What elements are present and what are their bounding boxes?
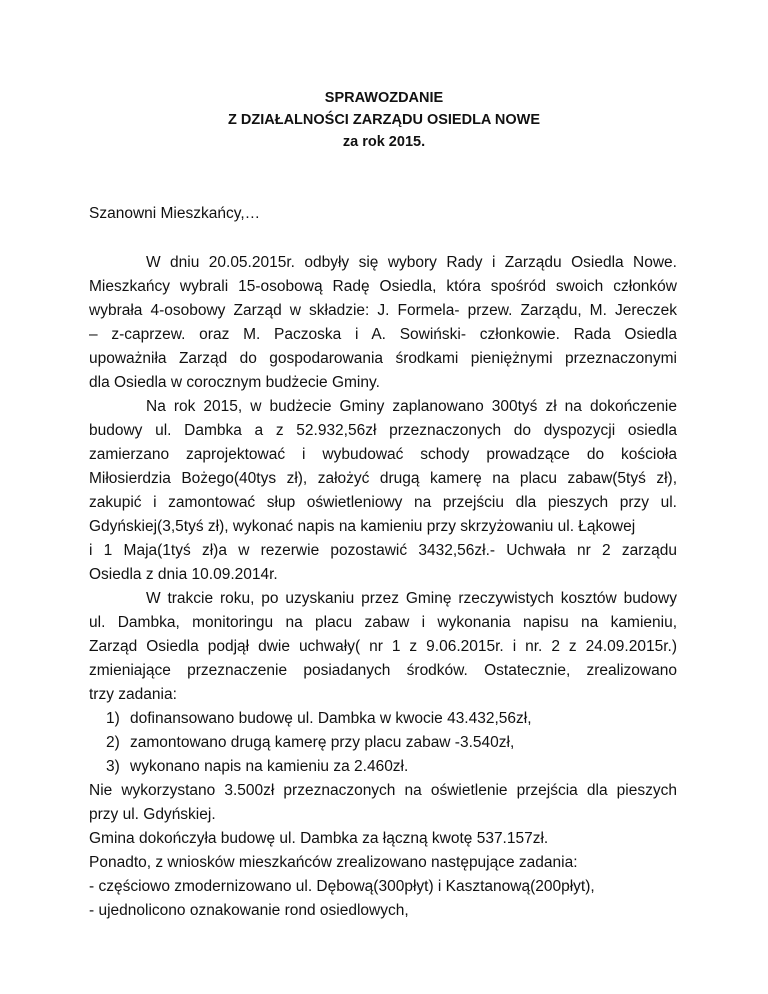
list-item — [89, 731, 677, 755]
paragraph-changes — [89, 587, 677, 707]
p3-line-2: ul. Dambka, monitoringu na placu zabaw i wykonania napisu na kamieniu, — [89, 614, 677, 631]
tasks-list — [89, 707, 677, 779]
p2-line-1: Na rok 2015, w budżecie Gminy zaplanowano 300tyś zł na dokończenie — [146, 398, 677, 415]
greeting: Szanowni Mieszkańcy,… — [89, 205, 261, 222]
paragraph-elections — [89, 251, 677, 395]
p1-line-2: Mieszkańcy wybrali 15-osobową Radę Osiedla, która spośród swoich członków — [89, 278, 677, 295]
list-item-number: 2) — [106, 734, 120, 751]
p1-line-4: – z-caprzew. oraz M. Paczoska i A. Sowiński- członkowie. Rada Osiedla — [89, 326, 677, 343]
p1-line-6: dla Osiedla w corocznym budżecie Gminy. — [89, 374, 380, 391]
p2-line-4: Miłosierdzia Bożego(40tys zł), założyć drugą kamerę na placu zabaw(5tyś zł), — [89, 470, 677, 487]
paragraph-summary — [89, 779, 677, 923]
p2-line-6: Gdyńskiej(3,5tyś zł), wykonać napis na kamieniu przy skrzyżowaniu ul. Łąkowej — [89, 518, 636, 535]
summary-line-3: Gmina dokończyła budowę ul. Dambka za łączną kwotę 537.157zł. — [89, 830, 549, 847]
summary-line-2: przy ul. Gdyńskiej. — [89, 806, 216, 823]
p2-line-8: Osiedla z dnia 10.09.2014r. — [89, 566, 278, 583]
p1-line-1: W dniu 20.05.2015r. odbyły się wybory Rady i Zarządu Osiedla Nowe. — [146, 254, 677, 271]
title-line-3: za rok 2015. — [342, 134, 426, 150]
summary-line-6: - ujednolicono oznakowanie rond osiedlowych, — [89, 902, 409, 919]
list-item-number: 3) — [106, 758, 120, 775]
p2-line-3: zamierzano zaprojektować i wybudować schody prowadzące do kościoła — [89, 446, 677, 463]
list-item-text: wykonano napis na kamieniu za 2.460zł. — [130, 758, 409, 775]
summary-line-5: - częściowo zmodernizowano ul. Dębową(300płyt) i Kasztanową(200płyt), — [89, 878, 595, 895]
p3-line-4: zmieniające przeznaczenie posiadanych środków. Ostatecznie, zrealizowano — [89, 662, 677, 679]
list-item-text: dofinansowano budowę ul. Dambka w kwocie 43.432,56zł, — [130, 710, 532, 727]
p3-line-1: W trakcie roku, po uzyskaniu przez Gminę rzeczywistych kosztów budowy — [146, 590, 677, 607]
p2-line-2: budowy ul. Dambka a z 52.932,56zł przeznaczonych do dyspozycji osiedla — [89, 422, 677, 439]
title-line-1: SPRAWOZDANIE — [324, 90, 444, 106]
p2-line-7: i 1 Maja(1tyś zł)a w rezerwie pozostawić 3432,56zł.- Uchwała nr 2 zarządu — [89, 542, 677, 559]
list-item-number: 1) — [106, 710, 120, 727]
summary-line-1: Nie wykorzystano 3.500zł przeznaczonych na oświetlenie przejścia dla pieszych — [89, 782, 677, 799]
list-item — [89, 755, 677, 779]
list-item — [89, 707, 677, 731]
p1-line-3: wybrała 4-osobowy Zarząd w składzie: J. Formela- przew. Zarządu, M. Jereczek — [89, 302, 677, 319]
document-title — [0, 87, 768, 153]
title-line-2: Z DZIAŁALNOŚCI ZARZĄDU OSIEDLA NOWE — [228, 112, 540, 128]
p1-line-5: upoważniła Zarząd do gospodarowania środkami pieniężnymi przeznaczonymi — [89, 350, 677, 367]
p3-line-3: Zarząd Osiedla podjął dwie uchwały( nr 1 z 9.06.2015r. i nr. 2 z 24.09.2015r.) — [89, 638, 677, 655]
p2-line-5: zakupić i zamontować słup oświetleniowy na przejściu dla pieszych przy ul. — [89, 494, 677, 511]
report-body — [89, 251, 677, 923]
paragraph-budget — [89, 395, 677, 587]
summary-line-4: Ponadto, z wniosków mieszkańców zrealizowano następujące zadania: — [89, 854, 578, 871]
list-item-text: zamontowano drugą kamerę przy placu zabaw -3.540zł, — [130, 734, 515, 751]
p3-line-5: trzy zadania: — [89, 686, 177, 703]
